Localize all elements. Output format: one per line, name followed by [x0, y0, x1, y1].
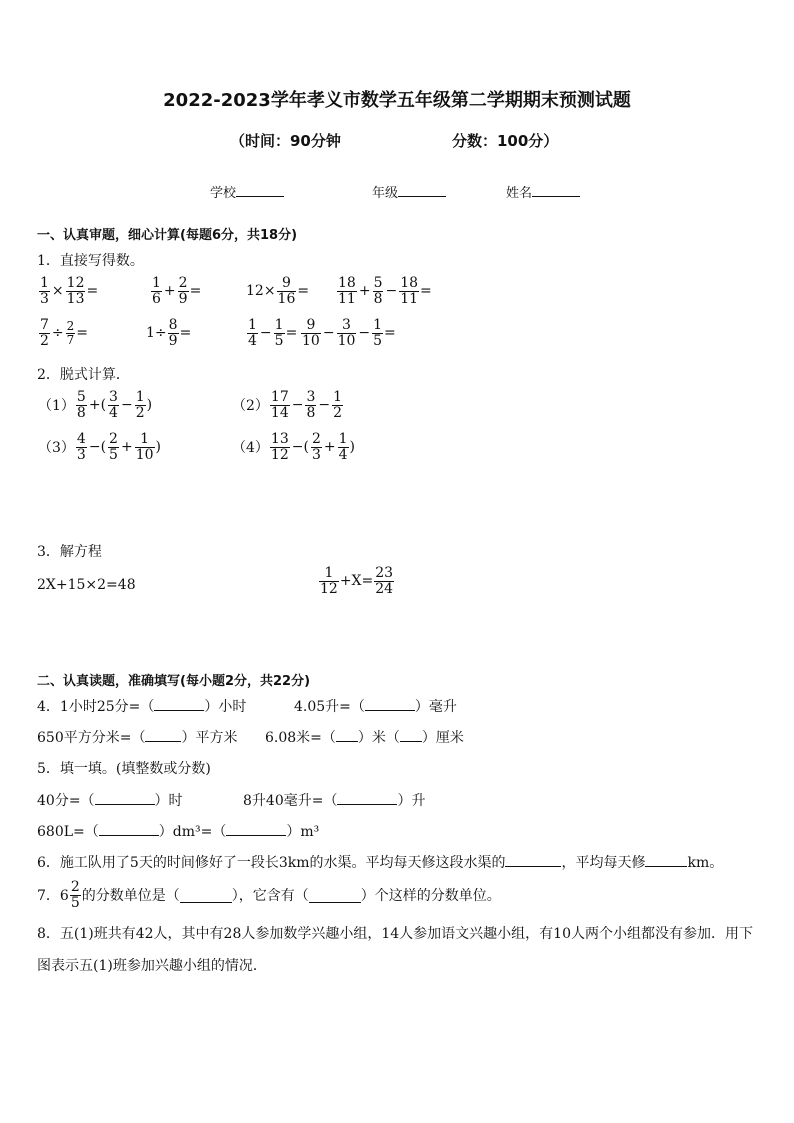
- q8-line-1: 8．五(1)班共有42人，其中有28人参加数学兴趣小组，14人参加语文兴趣小组，有10人两个小组都没有参加．用下: [37, 926, 753, 942]
- q8-line-2: 图表示五(1)班参加兴趣小组的情况．: [37, 958, 267, 974]
- name-label: 姓名: [506, 186, 533, 201]
- answer-blank[interactable]: [99, 821, 159, 836]
- fraction: $\frac{12}{13}$: [66, 275, 85, 307]
- q2-item-3: （3） $\frac{4}{3}$ −( $\frac{2}{5}$ + $\frac{1}{10}$ ): [38, 431, 161, 463]
- q2-item-1: （1） $\frac{5}{8}$ +( $\frac{3}{4}$ − $\frac{1}{2}$ ): [38, 389, 153, 421]
- fraction: $\frac{23}{24}$: [375, 565, 394, 597]
- fraction: $\frac{8}{9}$: [168, 317, 178, 349]
- fraction: $\frac{1}{3}$: [40, 275, 49, 307]
- fraction: $\frac{1}{2}$: [135, 389, 145, 421]
- fraction: $\frac{2}{3}$: [311, 431, 321, 463]
- q2-label: 2．脱式计算．: [37, 367, 130, 383]
- fraction: $\frac{1}{10}$: [135, 431, 154, 463]
- q1-expr-2: $\frac{1}{6}$ + $\frac{2}{9}$ =: [152, 275, 202, 307]
- fraction: $\frac{2}{9}$: [178, 275, 188, 307]
- q1-expr-5: $\frac{7}{2}$ ÷ $\frac{2}{7}$ =: [40, 317, 89, 349]
- fraction: $\frac{1}{2}$: [333, 389, 343, 421]
- q5-part-a: 40分=（ ）时: [37, 790, 183, 810]
- q4-part-a: 4．1小时25分=（ ）小时: [37, 696, 246, 716]
- fraction: $\frac{1}{6}$: [152, 275, 161, 307]
- q1-expr-1: $\frac{1}{3}$ × $\frac{12}{13}$ =: [40, 275, 99, 307]
- fraction: $\frac{17}{14}$: [270, 389, 289, 421]
- q2-item-2: （2） $\frac{17}{14}$ − $\frac{3}{8}$ − $\frac{1}{2}$: [232, 389, 343, 421]
- fraction: $\frac{1}{4}$: [338, 431, 348, 463]
- fraction: $\frac{7}{2}$: [40, 317, 49, 349]
- fraction: $\frac{18}{11}$: [338, 275, 356, 307]
- fraction: $\frac{2}{7}$: [66, 319, 75, 347]
- score-label: 分数：100分）: [452, 132, 559, 150]
- q1-label: 1．直接写得数。: [37, 253, 144, 269]
- q6-text: 6．施工队用了5天的时间修好了一段长3km的水渠。平均每天修这段水渠的 ，平均每天修 km。: [37, 852, 723, 872]
- school-label: 学校: [210, 186, 237, 201]
- q1-expr-3: 12× $\frac{9}{16}$ =: [246, 275, 310, 307]
- q5-part-b: 8升40毫升=（ ）升: [243, 790, 425, 810]
- answer-blank[interactable]: [145, 727, 181, 742]
- q4-part-d: 6.08米=（ ）米（ ）厘米: [265, 727, 464, 747]
- q3-label: 3．解方程: [37, 544, 102, 560]
- fraction: $\frac{5}{8}$: [373, 275, 383, 307]
- answer-blank[interactable]: [154, 696, 204, 711]
- q4-part-b: 4.05升=（ ）毫升: [294, 696, 457, 716]
- answer-blank[interactable]: [505, 852, 561, 867]
- grade-label: 年级: [372, 186, 399, 201]
- fraction: $\frac{18}{11}$: [400, 275, 419, 307]
- page-title: 2022-2023学年孝义市数学五年级第二学期期末预测试题: [163, 90, 631, 111]
- q3-equation-1: 2X+15×2=48: [37, 577, 136, 593]
- fraction: $\frac{3}{10}$: [337, 317, 356, 349]
- q7-text: 7．6 $\frac{2}{5}$ 的分数单位是（ ），它含有（ ）个这样的分数单位。: [37, 879, 501, 911]
- fraction: $\frac{1}{5}$: [274, 317, 284, 349]
- answer-blank[interactable]: [180, 888, 232, 903]
- answer-blank[interactable]: [336, 727, 358, 742]
- fraction: $\frac{9}{16}$: [277, 275, 296, 307]
- name-blank[interactable]: [532, 184, 580, 197]
- grade-field: [372, 182, 446, 201]
- fraction: $\frac{2}{5}$: [109, 431, 118, 463]
- q5-part-c: 680L=（ ）dm³=（ ）m³: [37, 821, 319, 841]
- q1-expr-8: $\frac{9}{10}$ − $\frac{3}{10}$ − $\frac{1}{5}$ =: [302, 317, 396, 349]
- section1-title: 一、认真审题，细心计算(每题6分，共18分): [37, 228, 298, 243]
- q1-expr-7: $\frac{1}{4}$ − $\frac{1}{5}$ =: [248, 317, 298, 349]
- fraction: $\frac{3}{8}$: [306, 389, 316, 421]
- fraction: $\frac{9}{10}$: [302, 317, 320, 349]
- q5-label: 5．填一填。(填整数或分数): [37, 761, 211, 777]
- answer-blank[interactable]: [95, 790, 155, 805]
- answer-blank[interactable]: [226, 821, 286, 836]
- section2-title: 二、认真读题，准确填写(每小题2分，共22分): [37, 674, 311, 689]
- answer-blank[interactable]: [365, 696, 415, 711]
- fraction: $\frac{2}{5}$: [70, 879, 80, 911]
- school-blank[interactable]: [236, 184, 284, 197]
- fraction: $\frac{3}{4}$: [109, 389, 118, 421]
- answer-blank[interactable]: [400, 727, 422, 742]
- q2-item-4: （4） $\frac{13}{12}$ −( $\frac{2}{3}$ + $\frac{1}{4}$ ): [232, 431, 355, 463]
- q1-expr-4: $\frac{18}{11}$ + $\frac{5}{8}$ − $\frac{18}{11}$ =: [338, 275, 432, 307]
- q1-expr-6: 1÷ $\frac{8}{9}$ =: [146, 317, 192, 349]
- answer-blank[interactable]: [337, 790, 397, 805]
- time-label: （时间：90分钟: [230, 132, 341, 150]
- answer-blank[interactable]: [309, 888, 361, 903]
- q4-part-c: 650平方分米=（ ）平方米: [37, 727, 237, 747]
- grade-blank[interactable]: [398, 184, 446, 197]
- fraction: $\frac{4}{3}$: [76, 431, 86, 463]
- school-field: [210, 182, 284, 201]
- fraction: $\frac{1}{12}$: [320, 565, 338, 597]
- answer-blank[interactable]: [645, 852, 687, 867]
- fraction: $\frac{1}{4}$: [248, 317, 257, 349]
- fraction: $\frac{13}{12}$: [270, 431, 289, 463]
- name-field: [506, 182, 580, 201]
- q3-equation-2: $\frac{1}{12}$ +X= $\frac{23}{24}$: [320, 565, 394, 597]
- fraction: $\frac{1}{5}$: [373, 317, 383, 349]
- fraction: $\frac{5}{8}$: [76, 389, 86, 421]
